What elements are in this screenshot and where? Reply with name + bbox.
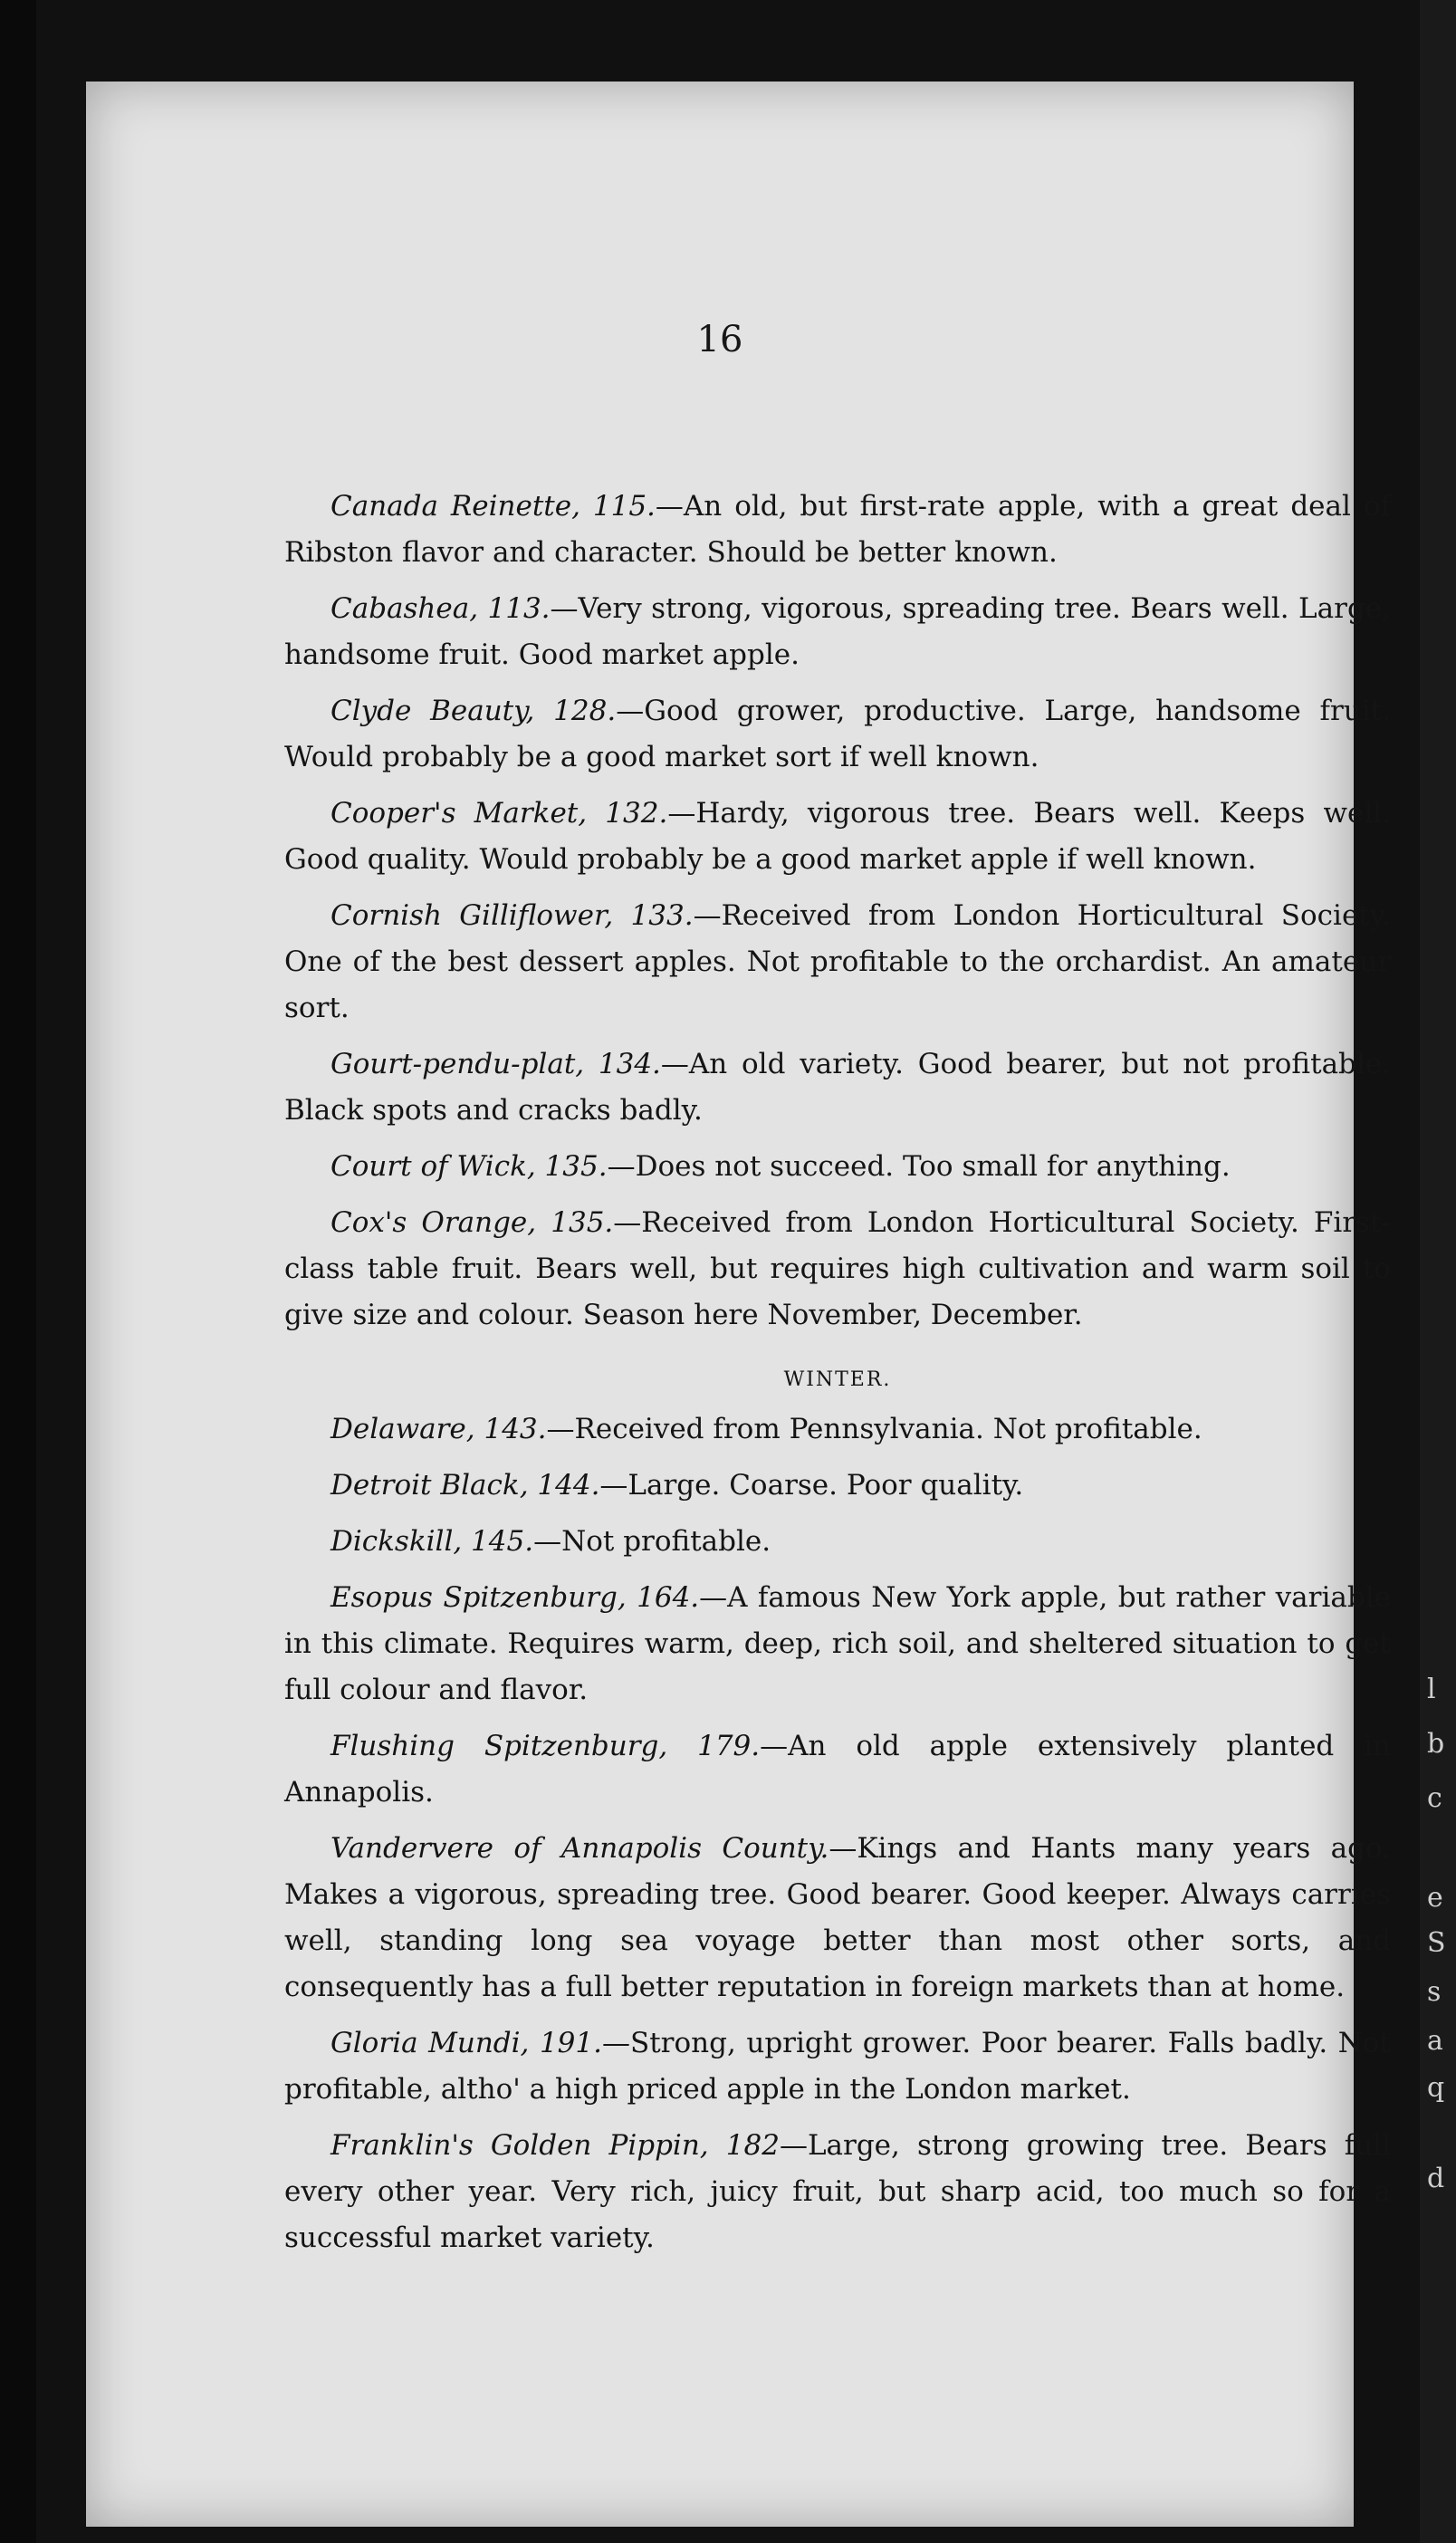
entry-coxs-orange — [284, 1200, 1391, 1339]
entry-text: —Large. Coarse. Poor quality. — [599, 1469, 1024, 1502]
entry-flushing-spitzenburg — [284, 1723, 1391, 1816]
adjacent-page-letter: b — [1427, 1728, 1445, 1760]
entry-franklins-golden-pippin — [284, 2123, 1391, 2261]
entry-court-of-wick — [284, 1144, 1391, 1190]
entry-name: Canada Reinette, 115. — [330, 490, 656, 523]
entry-name: Delaware, 143. — [330, 1413, 547, 1445]
entry-name: Detroit Black, 144. — [330, 1469, 600, 1502]
page-content — [284, 484, 1391, 2271]
entry-text: —A famous New York apple, but rather variable in this climate. Requires warm, deep, rich soil, and sheltered situation to get full colour and flavor. — [284, 1581, 1391, 1706]
entry-dickskill — [284, 1519, 1391, 1565]
entry-cabashea — [284, 586, 1391, 678]
entry-text: —Large, strong growing tree. Bears full every other year. Very rich, juicy fruit, but sharp acid, too much so for a successful market variety. — [284, 2129, 1391, 2254]
entry-coopers-market — [284, 791, 1391, 883]
entry-canada-reinette — [284, 484, 1391, 576]
entry-text: —Received from London Horticultural Society. First-class table fruit. Bears well, but requires high cultivation and warm soil to give size and colour. Season here November, December. — [284, 1206, 1391, 1331]
entry-name: Flushing Spitzenburg, 179. — [330, 1730, 761, 1762]
adjacent-page-letter: c — [1427, 1782, 1442, 1814]
adjacent-page-letter: l — [1427, 1674, 1436, 1705]
entry-name: Clyde Beauty, 128. — [330, 695, 617, 727]
entry-text: —An old, but first-rate apple, with a great deal of Ribston flavor and character. Should be better known. — [284, 490, 1391, 569]
adjacent-page-letter: S — [1427, 1927, 1446, 1959]
entry-gloria-mundi — [284, 2020, 1391, 2113]
section-heading-winter: WINTER. — [783, 1368, 892, 1391]
entry-esopus-spitzenburg — [284, 1575, 1391, 1713]
adjacent-page-letter: q — [1427, 2072, 1445, 2104]
adjacent-page-edge — [1420, 0, 1456, 2543]
entry-name: Franklin's Golden Pippin, 182 — [330, 2129, 780, 2162]
adjacent-page-letter: e — [1427, 1882, 1443, 1914]
entry-text: —An old variety. Good bearer, but not profitable. Black spots and cracks badly. — [284, 1048, 1392, 1127]
entry-text: —Received from London Horticultural Society. One of the best dessert apples. Not profitable to the orchardist. An amateur sort. — [284, 899, 1391, 1024]
entry-name: Dickskill, 145. — [330, 1525, 534, 1558]
entry-detroit-black — [284, 1463, 1391, 1509]
entry-name: Cornish Gilliflower, 133. — [330, 899, 694, 932]
entry-name: Court of Wick, 135. — [330, 1150, 608, 1183]
left-margin-shadow — [0, 0, 36, 2543]
entry-name: Cox's Orange, 135. — [330, 1206, 614, 1239]
entry-name: Cooper's Market, 132. — [330, 797, 668, 830]
entry-text: —Not profitable. — [533, 1525, 771, 1558]
entry-text: —An old apple extensively planted in Annapolis. — [284, 1730, 1391, 1809]
entry-text: —Strong, upright grower. Poor bearer. Falls badly. Not profitable, altho' a high priced apple in the London market. — [284, 2027, 1391, 2106]
entry-name: Gourt-pendu-plat, 134. — [330, 1048, 661, 1080]
entry-name: Gloria Mundi, 191. — [330, 2027, 602, 2059]
entry-text: —Kings and Hants many years ago. Makes a vigorous, spreading tree. Good bearer. Good keeper. Always carries well, standing long sea voyage better than most other sorts, and consequently has a full better reputation in foreign markets than at home. — [284, 1832, 1391, 2003]
entry-delaware — [284, 1406, 1391, 1453]
entry-name: Cabashea, 113. — [330, 592, 551, 625]
entry-text: —Hardy, vigorous tree. Bears well. Keeps well. Good quality. Would probably be a good market apple if well known. — [284, 797, 1392, 876]
adjacent-page-letter: s — [1427, 1976, 1442, 2008]
entry-text: —Does not succeed. Too small for anything. — [607, 1150, 1231, 1183]
entry-text: —Very strong, vigorous, spreading tree. Bears well. Large, handsome fruit. Good market apple. — [284, 592, 1391, 671]
entry-name: Esopus Spitzenburg, 164. — [330, 1581, 700, 1614]
adjacent-page-letter: a — [1427, 2025, 1443, 2057]
adjacent-page-letter: d — [1427, 2163, 1445, 2194]
entry-clyde-beauty — [284, 688, 1391, 781]
entry-name: Vandervere of Annapolis County. — [330, 1832, 829, 1865]
book-page — [86, 82, 1392, 2527]
entry-text: —Good grower, productive. Large, handsome fruit. Would probably be a good market sort if well known. — [284, 695, 1391, 773]
entry-gourt-pendu-plat — [284, 1041, 1391, 1134]
page-number: 16 — [696, 319, 743, 360]
entry-cornish-gilliflower — [284, 893, 1391, 1032]
entry-text: —Received from Pennsylvania. Not profitable. — [546, 1413, 1202, 1445]
entry-vandervere — [284, 1826, 1391, 2010]
